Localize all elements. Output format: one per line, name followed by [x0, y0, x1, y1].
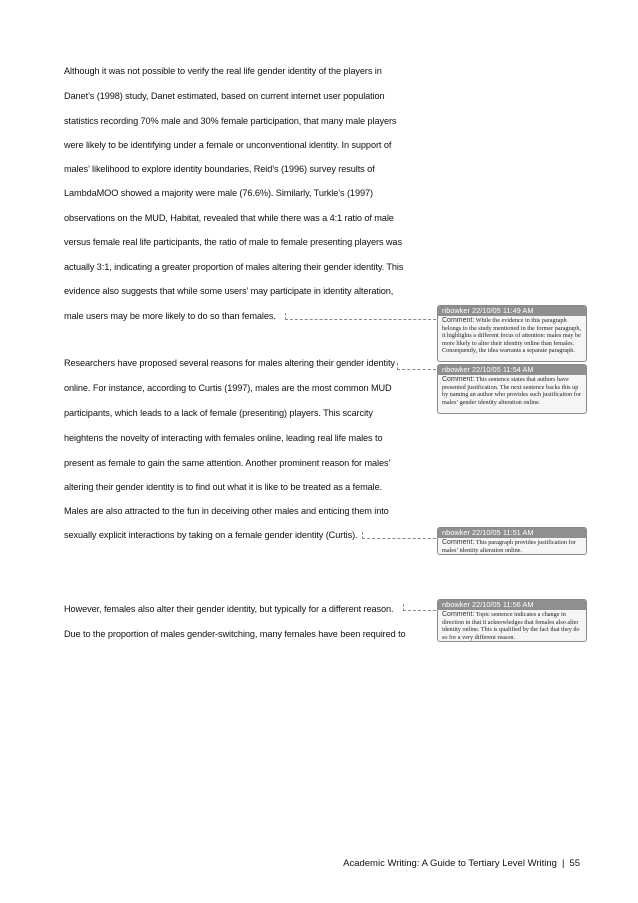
- comment-body: [438, 610, 586, 642]
- comment-balloon[interactable]: [437, 364, 587, 414]
- comment-anchor-line: [397, 363, 436, 370]
- comment-anchor-line: [362, 532, 436, 539]
- paragraph-1-line: evidence also suggests that while some users’ may participate in identity alteration,: [64, 286, 394, 296]
- comment-anchor-line: [285, 313, 436, 320]
- comment-text: While the evidence in this paragraph belongs to the study mentioned in the former paragraph, it highlights a different focus of attention: males may be more likely to alter their identity online than females. Consequently, the idea warrants a separate paragraph.: [442, 317, 582, 354]
- paragraph-1-line: male users may be more likely to do so than females.: [64, 311, 276, 321]
- page-footer: [343, 858, 580, 869]
- paragraph-1-line: were likely to be identifying under a female or unconventional identity. In support of: [64, 140, 392, 150]
- page-number: 55: [569, 858, 580, 869]
- paragraph-2-line: online. For instance, according to Curtis (1997), males are the most common MUD: [64, 383, 392, 393]
- comment-label: Comment:: [442, 376, 475, 383]
- comment-header: [438, 600, 586, 610]
- comment-header: [438, 365, 586, 375]
- paragraph-2-line: altering their gender identity is to find out what it is like to be treated as a female.: [64, 482, 383, 492]
- comment-anchor-line: [403, 604, 436, 611]
- paragraph-2-line: Males are also attracted to the fun in deceiving other males and enticing them into: [64, 506, 389, 516]
- comment-date: 22/10/05: [472, 365, 501, 374]
- paragraph-2-line: sexually explicit interactions by taking on a female gender identity (Curtis).: [64, 530, 358, 540]
- paragraph-3-line: However, females also alter their gender identity, but typically for a different reason.: [64, 604, 394, 614]
- comment-time: 11:49 AM: [502, 306, 534, 315]
- comment-label: Comment:: [442, 539, 475, 546]
- paragraph-1-line: LambdaMOO showed a majority were male (76.6%). Similarly, Turkle’s (1997): [64, 188, 373, 198]
- paragraph-1-line: versus female real life participants, the ratio of male to female presenting players was: [64, 237, 402, 247]
- paragraph-2-line: present as female to gain the same attention. Another prominent reason for males’: [64, 458, 391, 468]
- comment-author: nbowker: [442, 528, 470, 537]
- comment-author: nbowker: [442, 600, 470, 609]
- comment-date: 22/10/05: [472, 528, 501, 537]
- footer-separator: |: [561, 858, 565, 869]
- paragraph-1-line: Danet’s (1998) study, Danet estimated, based on current internet user population: [64, 91, 385, 101]
- paragraph-3-line: Due to the proportion of males gender-switching, many females have been required to: [64, 629, 406, 639]
- comment-author: nbowker: [442, 306, 470, 315]
- comment-text: Topic sentence indicates a change in direction in that it acknowledges that females also alter identity online. This is qualified by the fact that they do so for a very different reason.: [442, 611, 580, 641]
- paragraph-1-line: Although it was not possible to verify the real life gender identity of the players in: [64, 66, 382, 76]
- paragraph-1-line: observations on the MUD, Habitat, revealed that while there was a 4:1 ratio of male: [64, 213, 394, 223]
- comment-body: [438, 375, 586, 407]
- comment-label: Comment:: [442, 611, 475, 618]
- comment-header: [438, 306, 586, 316]
- comment-header: [438, 528, 586, 538]
- comment-body: [438, 316, 586, 356]
- comment-balloon[interactable]: [437, 527, 587, 555]
- paragraph-2-line: heightens the novelty of interacting with females online, leading real life males to: [64, 433, 383, 443]
- comment-author: nbowker: [442, 365, 470, 374]
- comment-balloon[interactable]: [437, 305, 587, 362]
- footer-title: Academic Writing: A Guide to Tertiary Level Writing: [343, 858, 557, 869]
- paragraph-1-line: males’ likelihood to explore identity boundaries, Reid’s (1996) survey results of: [64, 164, 375, 174]
- comment-balloon[interactable]: [437, 599, 587, 642]
- paragraph-2-line: Researchers have proposed several reasons for males altering their gender identity: [64, 358, 395, 368]
- paragraph-1-line: actually 3:1, indicating a greater proportion of males altering their gender identity. This: [64, 262, 404, 272]
- comment-date: 22/10/05: [472, 306, 501, 315]
- comment-time: 11:56 AM: [502, 600, 534, 609]
- comment-time: 11:54 AM: [502, 365, 534, 374]
- comment-date: 22/10/05: [472, 600, 501, 609]
- paragraph-1-line: statistics recording 70% male and 30% female participation, that many male players: [64, 116, 397, 126]
- comment-text: This sentence states that authors have presented justification. The next sentence backs this up by naming an author who provides such justification for males’ gender identity alteration online.: [442, 376, 581, 406]
- comment-body: [438, 538, 586, 555]
- comment-label: Comment:: [442, 317, 475, 324]
- comment-time: 11:51 AM: [502, 528, 534, 537]
- comment-text: This paragraph provides justification for males’ identity alteration online.: [442, 539, 576, 554]
- paragraph-2-line: participants, which leads to a lack of female (presenting) players. This scarcity: [64, 408, 373, 418]
